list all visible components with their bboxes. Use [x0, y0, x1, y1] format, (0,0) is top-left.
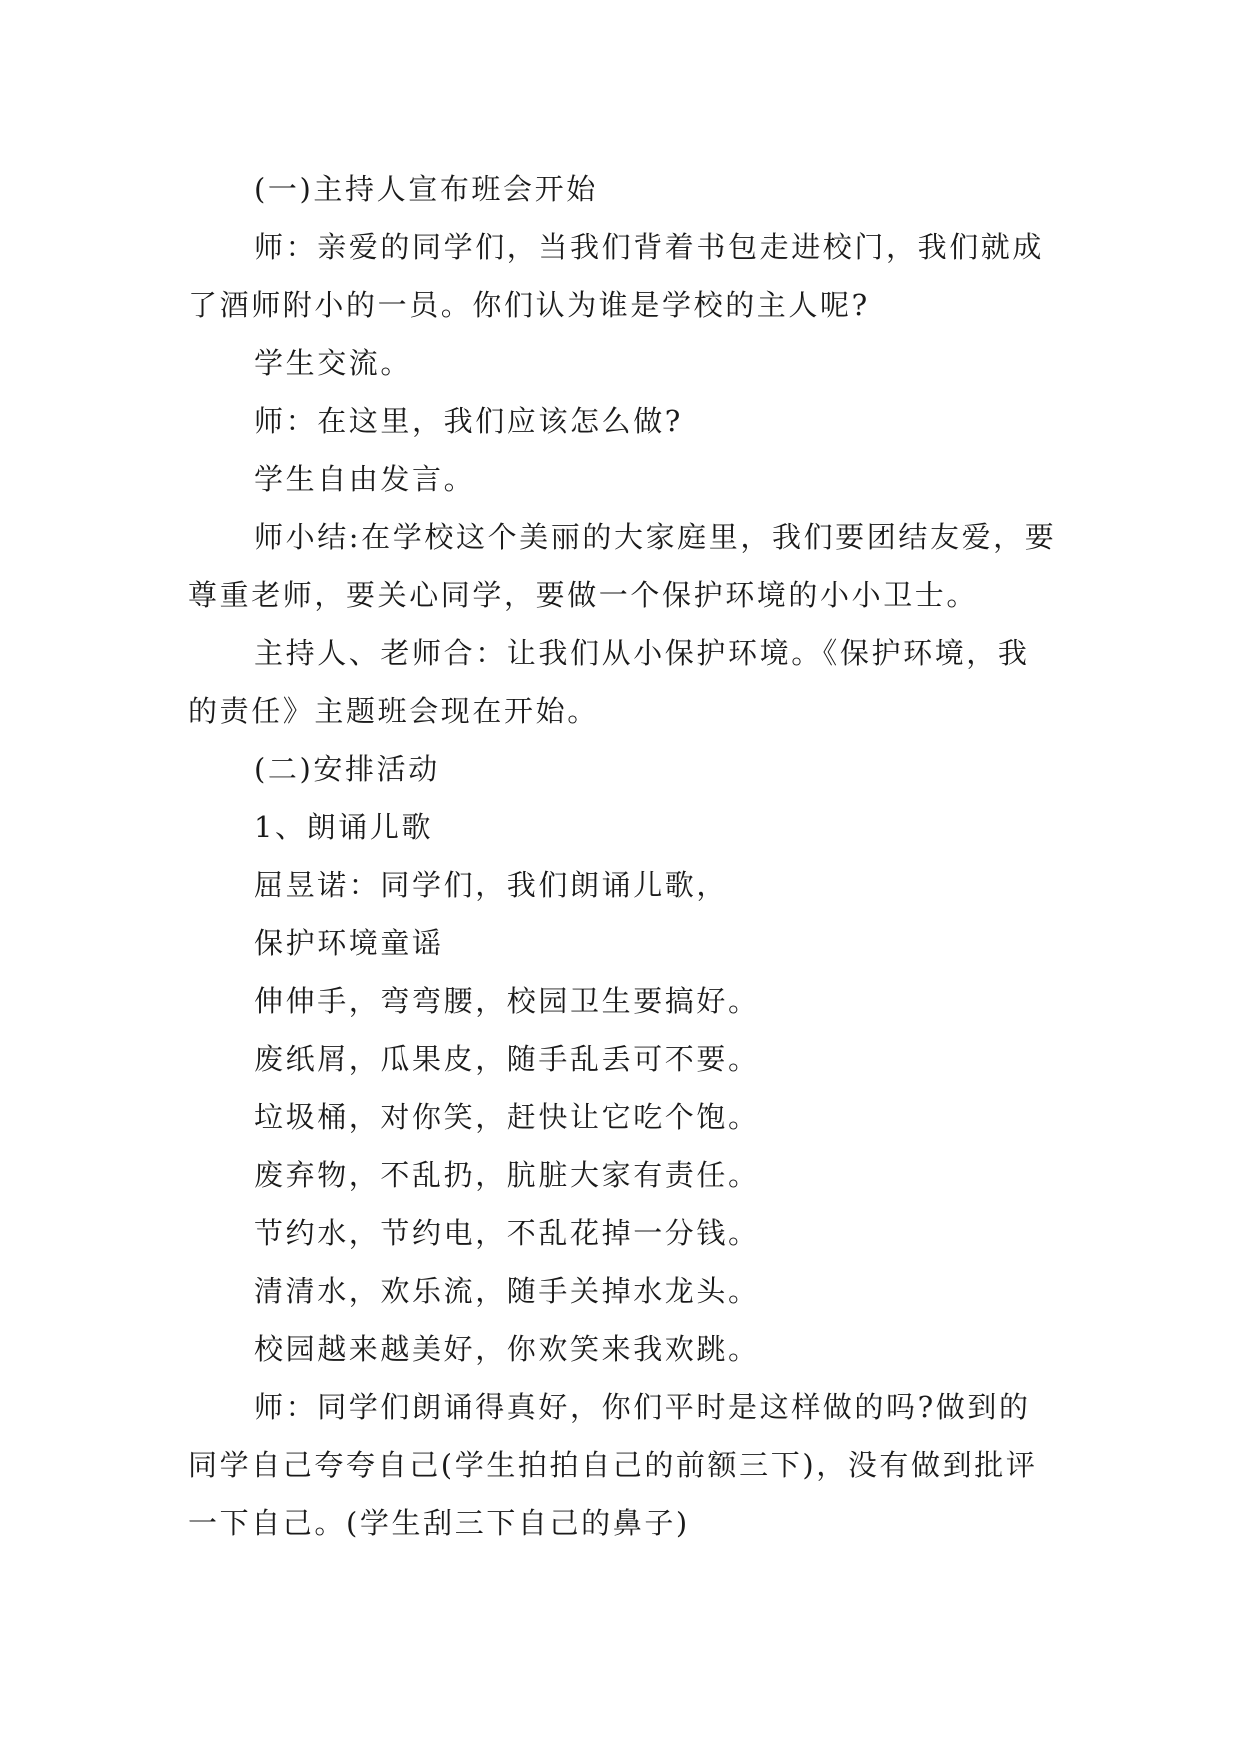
poem-line: 节约水，节约电，不乱花掉一分钱。	[254, 1216, 760, 1250]
poem-line: 废弃物，不乱扔，肮脏大家有责任。	[254, 1158, 760, 1192]
poem-line: 垃圾桶，对你笑，赶快让它吃个饱。	[254, 1100, 760, 1134]
poem-line: 清清水，欢乐流，随手关掉水龙头。	[254, 1274, 760, 1308]
paragraph-recite-intro: 屈昱诺：同学们，我们朗诵儿歌，	[254, 868, 729, 902]
section-heading-1: (一)主持人宣布班会开始	[254, 172, 598, 206]
paragraph-teacher-summary: 师小结:在学校这个美丽的大家庭里，我们要团结友爱，要尊重老师，要关心同学，要做一个保护环境的小小卫士。	[188, 520, 1057, 612]
paragraph-students-speak: 学生自由发言。	[254, 462, 476, 496]
paragraph-teacher-intro: 师：亲爱的同学们，当我们背着书包走进校门，我们就成了酒师附小的一员。你们认为谁是学校的主人呢?	[188, 230, 1045, 322]
activity-heading: 1、朗诵儿歌	[254, 810, 434, 844]
document-body	[188, 160, 1058, 1552]
poem-line: 校园越来越美好，你欢笑来我欢跳。	[254, 1332, 760, 1366]
section-heading-2: (二)安排活动	[254, 752, 440, 786]
paragraph-students-discuss: 学生交流。	[254, 346, 413, 380]
poem-line: 伸伸手，弯弯腰，校园卫生要搞好。	[254, 984, 760, 1018]
poem-title: 保护环境童谣	[254, 926, 444, 960]
paragraph-opening: 主持人、老师合：让我们从小保护环境。《保护环境，我的责任》主题班会现在开始。	[188, 636, 1030, 728]
paragraph-teacher-question: 师：在这里，我们应该怎么做?	[254, 404, 683, 438]
poem-line: 废纸屑，瓜果皮，随手乱丢可不要。	[254, 1042, 760, 1076]
paragraph-teacher-praise: 师：同学们朗诵得真好，你们平时是这样做的吗?做到的同学自己夸夸自己(学生拍拍自己的前额三下)，没有做到批评一下自己。(学生刮三下自己的鼻子)	[188, 1390, 1038, 1540]
